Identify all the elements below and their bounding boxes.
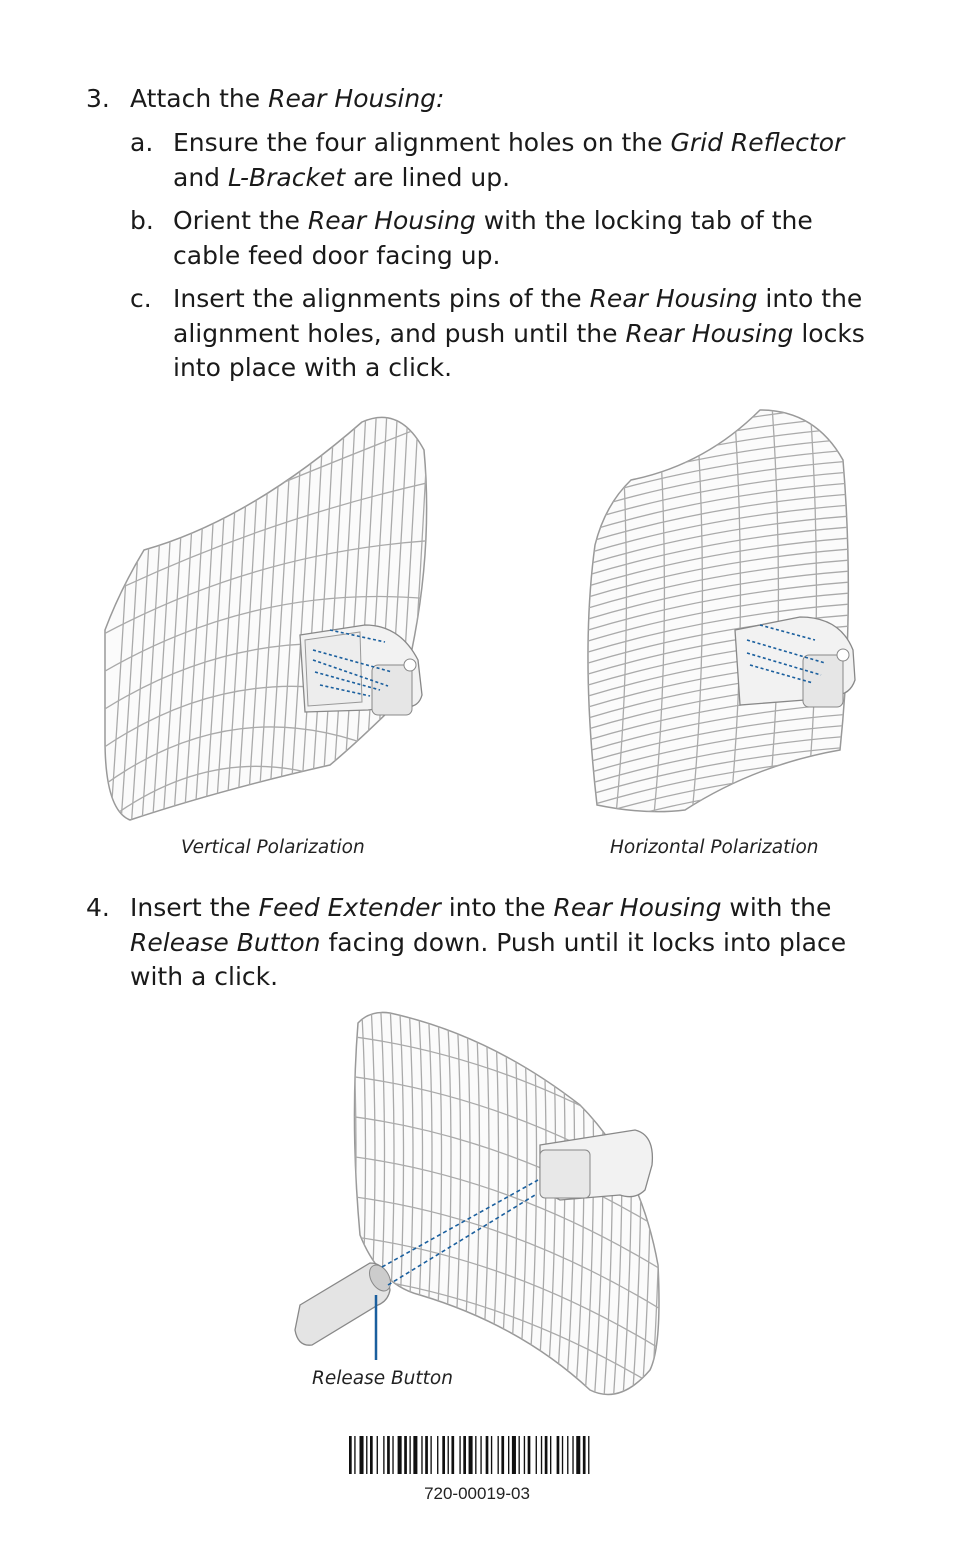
barcode (349, 1436, 607, 1474)
step-3a-label: a. (130, 128, 154, 157)
step-3-text: Attach the Rear Housing: (130, 84, 445, 113)
l-bracket-horizontal (735, 617, 855, 707)
horizontal-polarization-illustration (585, 405, 865, 825)
feed-extender-illustration (290, 1005, 670, 1405)
feed-extender (295, 1261, 395, 1345)
step-3b-text: Orient the Rear Housing with the locking tab of the cable feed door facing up. (173, 206, 813, 270)
vertical-polarization-illustration (100, 410, 440, 830)
caption-vertical-polarization: Vertical Polarization (181, 837, 365, 858)
step-3c-text: Insert the alignments pins of the Rear Housing into the alignment holes, and push until the Rear Housing locks into place with a click. (173, 284, 865, 382)
step-3-number: 3. (86, 84, 110, 113)
step-3b-label: b. (130, 206, 154, 235)
step-4-number: 4. (86, 893, 110, 922)
barcode-number: 720-00019-03 (424, 1484, 530, 1503)
step-3a-text: Ensure the four alignment holes on the Grid Reflector and L-Bracket are lined up. (173, 128, 845, 192)
caption-release-button: Release Button (312, 1368, 453, 1389)
step-3c-label: c. (130, 284, 152, 313)
step-4-text: Insert the Feed Extender into the Rear Housing with the Release Button facing down. Push until it locks into place with a click. (130, 893, 847, 991)
caption-horizontal-polarization: Horizontal Polarization (610, 837, 819, 858)
